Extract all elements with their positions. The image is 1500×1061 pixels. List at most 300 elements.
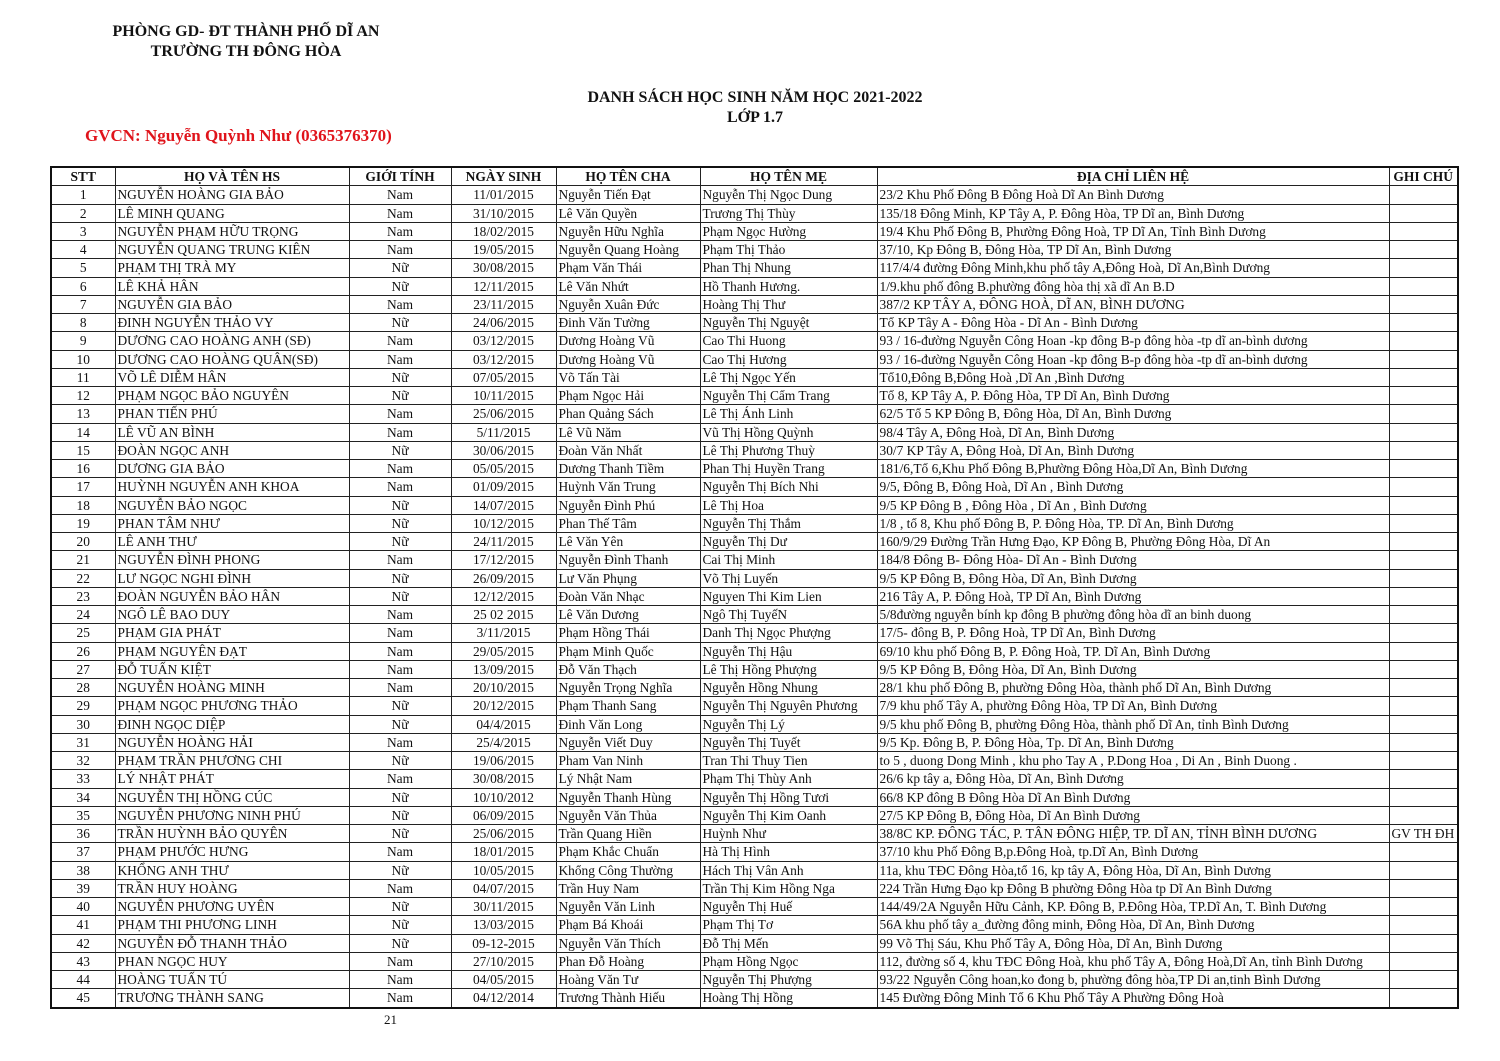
cell-stt: 35	[51, 806, 115, 824]
cell-gender: Nam	[349, 186, 451, 204]
cell-father-name: Nguyễn Văn Thủa	[556, 806, 700, 824]
cell-stt: 3	[51, 222, 115, 240]
table-row	[51, 715, 1458, 733]
cell-gender: Nữ	[349, 496, 451, 514]
cell-gender: Nam	[349, 241, 451, 259]
cell-student-name: NGUYỄN PHƯƠNG NINH PHÚ	[115, 806, 349, 824]
cell-father-name: Đoàn Văn Nhất	[556, 441, 700, 459]
cell-birthdate: 30/08/2015	[451, 770, 556, 788]
cell-address: 224 Trần Hưng Đạo kp Đông B phường Đông Hòa tp Dĩ An Bình Dương	[877, 879, 1389, 897]
cell-mother-name: Nguyễn Thị Phượng	[700, 971, 877, 989]
cell-father-name: Hoàng Văn Tư	[556, 971, 700, 989]
cell-note	[1389, 989, 1458, 1008]
cell-mother-name: Phạm Thị Thảo	[700, 241, 877, 259]
cell-mother-name: Lê Thị Hồng Phượng	[700, 660, 877, 678]
cell-father-name: Phan Đỗ Hoàng	[556, 952, 700, 970]
cell-father-name: Phạm Khắc Chuẩn	[556, 843, 700, 861]
cell-address: 37/10 khu Phố Đông B,p.Đông Hoà, tp.Dĩ An, Bình Dương	[877, 843, 1389, 861]
cell-note	[1389, 460, 1458, 478]
cell-note	[1389, 879, 1458, 897]
cell-student-name: HOÀNG TUẤN TÚ	[115, 971, 349, 989]
table-row	[51, 478, 1458, 496]
table-row	[51, 350, 1458, 368]
cell-stt: 13	[51, 405, 115, 423]
cell-address: 216 Tây A, P. Đông Hoà, TP Dĩ An, Bình Dương	[877, 587, 1389, 605]
cell-birthdate: 30/11/2015	[451, 898, 556, 916]
cell-mother-name: Nguyễn Thị Lý	[700, 715, 877, 733]
cell-stt: 9	[51, 332, 115, 350]
table-row	[51, 405, 1458, 423]
cell-father-name: Phạm Thanh Sang	[556, 697, 700, 715]
cell-address: 9/5, Đông B, Đông Hoà, Dĩ An , Bình Dương	[877, 478, 1389, 496]
cell-birthdate: 18/01/2015	[451, 843, 556, 861]
cell-stt: 20	[51, 533, 115, 551]
cell-note	[1389, 222, 1458, 240]
cell-address: 9/5 khu phố Đông B, phường Đông Hòa, thành phố Dĩ An, tỉnh Bình Dương	[877, 715, 1389, 733]
cell-note	[1389, 843, 1458, 861]
cell-note	[1389, 952, 1458, 970]
cell-stt: 15	[51, 441, 115, 459]
cell-mother-name: Tran Thi Thuy Tien	[700, 752, 877, 770]
cell-stt: 45	[51, 989, 115, 1008]
cell-note	[1389, 752, 1458, 770]
cell-mother-name: Trần Thị Kim Hồng Nga	[700, 879, 877, 897]
cell-mother-name: Huỳnh Như	[700, 825, 877, 843]
cell-student-name: PHẠM THI PHƯƠNG LINH	[115, 916, 349, 934]
cell-mother-name: Hoàng Thị Hồng	[700, 989, 877, 1008]
cell-student-name: NGUYỄN GIA BẢO	[115, 295, 349, 313]
cell-address: 93 / 16-đường Nguyễn Công Hoan -kp đông B-p đông hòa -tp dĩ an-bình dương	[877, 350, 1389, 368]
cell-father-name: Nguyễn Thanh Hùng	[556, 788, 700, 806]
cell-father-name: Phạm Hồng Thái	[556, 624, 700, 642]
cell-student-name: TRẦN HUỲNH BẢO QUYÊN	[115, 825, 349, 843]
cell-birthdate: 3/11/2015	[451, 624, 556, 642]
cell-mother-name: Phạm Thị Thùy Anh	[700, 770, 877, 788]
cell-gender: Nữ	[349, 898, 451, 916]
cell-note	[1389, 788, 1458, 806]
cell-student-name: LÊ ANH THƯ	[115, 533, 349, 551]
cell-note	[1389, 624, 1458, 642]
cell-mother-name: Nguyễn Thị Cẩm Trang	[700, 387, 877, 405]
cell-gender: Nữ	[349, 934, 451, 952]
cell-birthdate: 04/4/2015	[451, 715, 556, 733]
cell-father-name: Nguyễn Văn Thích	[556, 934, 700, 952]
cell-gender: Nam	[349, 478, 451, 496]
cell-student-name: NGUYỄN ĐỖ THANH THẢO	[115, 934, 349, 952]
cell-note	[1389, 241, 1458, 259]
cell-gender: Nam	[349, 642, 451, 660]
cell-gender: Nam	[349, 624, 451, 642]
cell-birthdate: 17/12/2015	[451, 551, 556, 569]
cell-gender: Nữ	[349, 697, 451, 715]
table-row	[51, 314, 1458, 332]
cell-student-name: LƯ NGỌC NGHI ĐÌNH	[115, 569, 349, 587]
cell-birthdate: 23/11/2015	[451, 295, 556, 313]
document-title-block	[540, 88, 970, 128]
cell-note	[1389, 733, 1458, 751]
cell-stt: 19	[51, 514, 115, 532]
cell-student-name: NGÔ LÊ BAO DUY	[115, 606, 349, 624]
cell-address: 112, đường số 4, khu TĐC Đông Hoà, khu phố Tây A, Đông Hoà,Dĩ An, tỉnh Bình Dương	[877, 952, 1389, 970]
document-title: DANH SÁCH HỌC SINH NĂM HỌC 2021-2022	[587, 89, 923, 106]
cell-student-name: TRƯƠNG THÀNH SANG	[115, 989, 349, 1008]
table-row	[51, 295, 1458, 313]
cell-address: 181/6,Tổ 6,Khu Phố Đông B,Phường Đông Hòa,Dĩ An, Bình Dương	[877, 460, 1389, 478]
cell-birthdate: 25 02 2015	[451, 606, 556, 624]
cell-stt: 17	[51, 478, 115, 496]
cell-gender: Nam	[349, 989, 451, 1008]
cell-address: 37/10, Kp Đông B, Đông Hòa, TP Dĩ An, Bình Dương	[877, 241, 1389, 259]
cell-stt: 25	[51, 624, 115, 642]
cell-mother-name: Hà Thị Hình	[700, 843, 877, 861]
table-row	[51, 971, 1458, 989]
table-row	[51, 879, 1458, 897]
cell-gender: Nữ	[349, 259, 451, 277]
cell-address: to 5 , duong Dong Minh , khu pho Tay A , P.Dong Hoa , Di An , Binh Duong .	[877, 752, 1389, 770]
cell-student-name: TRẦN HUY HOÀNG	[115, 879, 349, 897]
cell-note	[1389, 405, 1458, 423]
cell-mother-name: Lê Thị Ngọc Yến	[700, 368, 877, 386]
cell-address: 27/5 KP Đông B, Đông Hòa, Dĩ An Bình Dương	[877, 806, 1389, 824]
cell-father-name: Lê Văn Yên	[556, 533, 700, 551]
cell-note	[1389, 423, 1458, 441]
cell-father-name: Võ Tấn Tài	[556, 368, 700, 386]
cell-address: 184/8 Đông B- Đông Hòa- Dĩ An - Bình Dương	[877, 551, 1389, 569]
cell-birthdate: 18/02/2015	[451, 222, 556, 240]
cell-birthdate: 19/06/2015	[451, 752, 556, 770]
cell-stt: 22	[51, 569, 115, 587]
cell-address: 9/5 KP Đông B, Đông Hòa, Dĩ An, Bình Dương	[877, 569, 1389, 587]
cell-father-name: Nguyễn Hữu Nghĩa	[556, 222, 700, 240]
cell-student-name: VÕ LÊ DIỄM HÂN	[115, 368, 349, 386]
cell-father-name: Phạm Văn Thái	[556, 259, 700, 277]
cell-birthdate: 20/12/2015	[451, 697, 556, 715]
cell-father-name: Phạm Minh Quốc	[556, 642, 700, 660]
table-row	[51, 825, 1458, 843]
table-row	[51, 752, 1458, 770]
table-row	[51, 952, 1458, 970]
cell-birthdate: 29/05/2015	[451, 642, 556, 660]
cell-note	[1389, 916, 1458, 934]
cell-birthdate: 25/06/2015	[451, 825, 556, 843]
cell-mother-name: Cai Thị Minh	[700, 551, 877, 569]
header-col-student-name: HỌ VÀ TÊN HS	[115, 167, 349, 186]
cell-birthdate: 24/06/2015	[451, 314, 556, 332]
cell-note	[1389, 606, 1458, 624]
table-row	[51, 898, 1458, 916]
table-row	[51, 934, 1458, 952]
cell-stt: 37	[51, 843, 115, 861]
class-name: LỚP 1.7	[726, 109, 783, 126]
cell-birthdate: 05/05/2015	[451, 460, 556, 478]
cell-father-name: Nguyễn Quang Hoàng	[556, 241, 700, 259]
cell-note	[1389, 898, 1458, 916]
cell-stt: 36	[51, 825, 115, 843]
cell-address: 69/10 khu phố Đông B, P. Đông Hoà, TP. Dĩ An, Bình Dương	[877, 642, 1389, 660]
table-row	[51, 788, 1458, 806]
table-row	[51, 186, 1458, 204]
cell-note	[1389, 259, 1458, 277]
cell-gender: Nam	[349, 295, 451, 313]
cell-stt: 2	[51, 204, 115, 222]
cell-father-name: Đoàn Văn Nhạc	[556, 587, 700, 605]
cell-father-name: Đinh Văn Tường	[556, 314, 700, 332]
cell-birthdate: 03/12/2015	[451, 350, 556, 368]
cell-stt: 14	[51, 423, 115, 441]
cell-gender: Nữ	[349, 533, 451, 551]
cell-father-name: Phạm Bá Khoái	[556, 916, 700, 934]
cell-mother-name: Nguyễn Thị Thắm	[700, 514, 877, 532]
cell-mother-name: Nguyễn Thị Nguyệt	[700, 314, 877, 332]
cell-student-name: PHẠM NGỌC BẢO NGUYÊN	[115, 387, 349, 405]
cell-gender: Nữ	[349, 569, 451, 587]
table-row	[51, 514, 1458, 532]
cell-father-name: Dương Hoàng Vũ	[556, 332, 700, 350]
cell-student-name: PHẠM GIA PHÁT	[115, 624, 349, 642]
cell-student-name: HUỲNH NGUYỄN ANH KHOA	[115, 478, 349, 496]
cell-address: 387/2 KP TÂY A, ĐÔNG HOÀ, DĨ AN, BÌNH DƯƠNG	[877, 295, 1389, 313]
cell-student-name: PHAN TIẾN PHÚ	[115, 405, 349, 423]
cell-mother-name: Vũ Thị Hồng Quỳnh	[700, 423, 877, 441]
cell-note	[1389, 934, 1458, 952]
cell-stt: 38	[51, 861, 115, 879]
cell-student-name: ĐOÀN NGUYỄN BẢO HÂN	[115, 587, 349, 605]
table-row	[51, 569, 1458, 587]
cell-father-name: Nguyễn Tiến Đạt	[556, 186, 700, 204]
cell-stt: 44	[51, 971, 115, 989]
table-row	[51, 460, 1458, 478]
cell-student-name: PHAN TÂM NHƯ	[115, 514, 349, 532]
cell-birthdate: 5/11/2015	[451, 423, 556, 441]
cell-note	[1389, 551, 1458, 569]
cell-mother-name: Phan Thị Huyền Trang	[700, 460, 877, 478]
cell-gender: Nữ	[349, 314, 451, 332]
cell-student-name: NGUYỄN HOÀNG GIA BẢO	[115, 186, 349, 204]
header-col-note: GHI CHÚ	[1389, 167, 1458, 186]
cell-student-name: NGUYỄN BẢO NGỌC	[115, 496, 349, 514]
cell-note	[1389, 204, 1458, 222]
cell-gender: Nữ	[349, 441, 451, 459]
table-row	[51, 916, 1458, 934]
cell-note	[1389, 642, 1458, 660]
cell-note	[1389, 660, 1458, 678]
cell-birthdate: 09-12-2015	[451, 934, 556, 952]
cell-gender: Nữ	[349, 715, 451, 733]
cell-stt: 8	[51, 314, 115, 332]
cell-stt: 41	[51, 916, 115, 934]
table-row	[51, 496, 1458, 514]
cell-stt: 32	[51, 752, 115, 770]
cell-mother-name: Đỗ Thị Mến	[700, 934, 877, 952]
cell-birthdate: 13/09/2015	[451, 660, 556, 678]
table-row	[51, 259, 1458, 277]
cell-student-name: ĐỖ TUẤN KIỆT	[115, 660, 349, 678]
cell-student-name: PHẠM THỊ TRÀ MY	[115, 259, 349, 277]
cell-student-name: NGUYỄN PHƯƠNG UYÊN	[115, 898, 349, 916]
cell-mother-name: Nguyễn Thị Huế	[700, 898, 877, 916]
cell-mother-name: Phạm Hồng Ngọc	[700, 952, 877, 970]
cell-gender: Nữ	[349, 861, 451, 879]
cell-mother-name: Nguyễn Thị Nguyên Phương	[700, 697, 877, 715]
cell-student-name: PHẠM NGUYÊN ĐẠT	[115, 642, 349, 660]
cell-gender: Nữ	[349, 788, 451, 806]
cell-birthdate: 27/10/2015	[451, 952, 556, 970]
cell-mother-name: Nguyễn Thị Kim Oanh	[700, 806, 877, 824]
cell-gender: Nam	[349, 551, 451, 569]
table-row	[51, 733, 1458, 751]
cell-birthdate: 06/09/2015	[451, 806, 556, 824]
cell-birthdate: 10/10/2012	[451, 788, 556, 806]
cell-note	[1389, 715, 1458, 733]
cell-mother-name: Lê Thị Ánh Linh	[700, 405, 877, 423]
table-row	[51, 679, 1458, 697]
cell-father-name: Phan Thế Tâm	[556, 514, 700, 532]
cell-birthdate: 13/03/2015	[451, 916, 556, 934]
cell-note	[1389, 277, 1458, 295]
cell-gender: Nam	[349, 332, 451, 350]
cell-mother-name: Ngô Thị TuyếN	[700, 606, 877, 624]
cell-mother-name: Cao Thi Huong	[700, 332, 877, 350]
cell-student-name: LÊ KHẢ HÂN	[115, 277, 349, 295]
table-row	[51, 241, 1458, 259]
cell-gender: Nam	[349, 423, 451, 441]
cell-gender: Nam	[349, 733, 451, 751]
cell-stt: 39	[51, 879, 115, 897]
cell-note	[1389, 441, 1458, 459]
cell-gender: Nam	[349, 606, 451, 624]
table-row	[51, 587, 1458, 605]
header-col-birthdate: NGÀY SINH	[451, 167, 556, 186]
cell-note	[1389, 770, 1458, 788]
cell-mother-name: Lê Thị Phương Thuỳ	[700, 441, 877, 459]
cell-student-name: NGUYỄN THỊ HỒNG CÚC	[115, 788, 349, 806]
cell-gender: Nam	[349, 204, 451, 222]
cell-stt: 23	[51, 587, 115, 605]
cell-birthdate: 25/4/2015	[451, 733, 556, 751]
cell-father-name: Trương Thành Hiếu	[556, 989, 700, 1008]
cell-student-name: PHẠM NGỌC PHƯƠNG THẢO	[115, 697, 349, 715]
table-row	[51, 222, 1458, 240]
cell-address: 28/1 khu phố Đông B, phường Đông Hòa, thành phố Dĩ An, Bình Dương	[877, 679, 1389, 697]
cell-birthdate: 19/05/2015	[451, 241, 556, 259]
cell-address: 23/2 Khu Phố Đông B Đông Hoà Dĩ An Bình Dương	[877, 186, 1389, 204]
student-roster-table	[50, 166, 1459, 1009]
cell-birthdate: 31/10/2015	[451, 204, 556, 222]
cell-stt: 42	[51, 934, 115, 952]
table-row	[51, 624, 1458, 642]
cell-gender: Nữ	[349, 752, 451, 770]
cell-gender: Nam	[349, 971, 451, 989]
cell-mother-name: Phạm Thị Tơ	[700, 916, 877, 934]
cell-note	[1389, 533, 1458, 551]
cell-father-name: Dương Thanh Tiềm	[556, 460, 700, 478]
table-row	[51, 606, 1458, 624]
cell-father-name: Lý Nhật Nam	[556, 770, 700, 788]
cell-mother-name: Nguyễn Thị Tuyết	[700, 733, 877, 751]
cell-birthdate: 12/11/2015	[451, 277, 556, 295]
header-left	[90, 22, 402, 62]
cell-father-name: Nguyễn Văn Linh	[556, 898, 700, 916]
cell-father-name: Trần Huy Nam	[556, 879, 700, 897]
cell-note	[1389, 496, 1458, 514]
cell-father-name: Lư Văn Phụng	[556, 569, 700, 587]
cell-gender: Nữ	[349, 514, 451, 532]
cell-note	[1389, 186, 1458, 204]
cell-note	[1389, 350, 1458, 368]
cell-father-name: Phan Quảng Sách	[556, 405, 700, 423]
cell-mother-name: Nguyen Thi Kim Lien	[700, 587, 877, 605]
cell-gender: Nữ	[349, 806, 451, 824]
cell-note	[1389, 806, 1458, 824]
cell-note	[1389, 679, 1458, 697]
cell-birthdate: 07/05/2015	[451, 368, 556, 386]
cell-mother-name: Danh Thị Ngọc Phượng	[700, 624, 877, 642]
cell-student-name: ĐINH NGỌC DIỆP	[115, 715, 349, 733]
table-row	[51, 642, 1458, 660]
cell-birthdate: 04/05/2015	[451, 971, 556, 989]
table-row	[51, 989, 1458, 1008]
cell-student-name: PHẠM PHƯỚC HƯNG	[115, 843, 349, 861]
cell-student-name: PHAN NGỌC HUY	[115, 952, 349, 970]
cell-note: GV TH ĐH	[1389, 825, 1458, 843]
header-col-mother-name: HỌ TÊN MẸ	[700, 167, 877, 186]
cell-stt: 5	[51, 259, 115, 277]
cell-birthdate: 30/08/2015	[451, 259, 556, 277]
table-row	[51, 843, 1458, 861]
cell-address: 38/8C KP. ĐÔNG TÁC, P. TÂN ĐÔNG HIỆP, TP. DĨ AN, TỈNH BÌNH DƯƠNG	[877, 825, 1389, 843]
cell-note	[1389, 514, 1458, 532]
cell-address: 19/4 Khu Phố Đông B, Phường Đông Hoà, TP Dĩ An, Tỉnh Bình Dương	[877, 222, 1389, 240]
table-row	[51, 551, 1458, 569]
table-row	[51, 368, 1458, 386]
cell-student-name: NGUYỄN PHẠM HỮU TRỌNG	[115, 222, 349, 240]
cell-birthdate: 04/07/2015	[451, 879, 556, 897]
cell-note	[1389, 478, 1458, 496]
cell-stt: 21	[51, 551, 115, 569]
cell-note	[1389, 971, 1458, 989]
cell-gender: Nữ	[349, 368, 451, 386]
cell-student-name: DƯƠNG CAO HOÀNG QUÂN(SĐ)	[115, 350, 349, 368]
cell-mother-name: Trương Thị Thùy	[700, 204, 877, 222]
cell-father-name: Lê Vũ Năm	[556, 423, 700, 441]
cell-stt: 11	[51, 368, 115, 386]
cell-gender: Nam	[349, 770, 451, 788]
cell-address: 160/9/29 Đường Trần Hưng Đạo, KP Đông B, Phường Đông Hòa, Dĩ An	[877, 533, 1389, 551]
cell-address: 93 / 16-đường Nguyễn Công Hoan -kp đông B-p đông hòa -tp dĩ an-bình dương	[877, 332, 1389, 350]
cell-mother-name: Hoàng Thị Thư	[700, 295, 877, 313]
cell-stt: 6	[51, 277, 115, 295]
cell-mother-name: Cao Thị Hương	[700, 350, 877, 368]
cell-stt: 34	[51, 788, 115, 806]
table-row	[51, 806, 1458, 824]
cell-address: 66/8 KP đông B Đông Hòa Dĩ An Bình Dương	[877, 788, 1389, 806]
cell-birthdate: 10/05/2015	[451, 861, 556, 879]
table-header-row	[51, 167, 1458, 186]
cell-address: 5/8đường nguyễn bính kp đông B phường đông hòa dĩ an binh duong	[877, 606, 1389, 624]
cell-stt: 31	[51, 733, 115, 751]
cell-student-name: LÝ NHẬT PHÁT	[115, 770, 349, 788]
cell-father-name: Đỗ Văn Thạch	[556, 660, 700, 678]
cell-mother-name: Nguyễn Thị Dư	[700, 533, 877, 551]
table-row	[51, 441, 1458, 459]
cell-birthdate: 14/07/2015	[451, 496, 556, 514]
cell-note	[1389, 314, 1458, 332]
cell-stt: 33	[51, 770, 115, 788]
cell-stt: 26	[51, 642, 115, 660]
header-col-father-name: HỌ TÊN CHA	[556, 167, 700, 186]
cell-note	[1389, 697, 1458, 715]
cell-note	[1389, 295, 1458, 313]
